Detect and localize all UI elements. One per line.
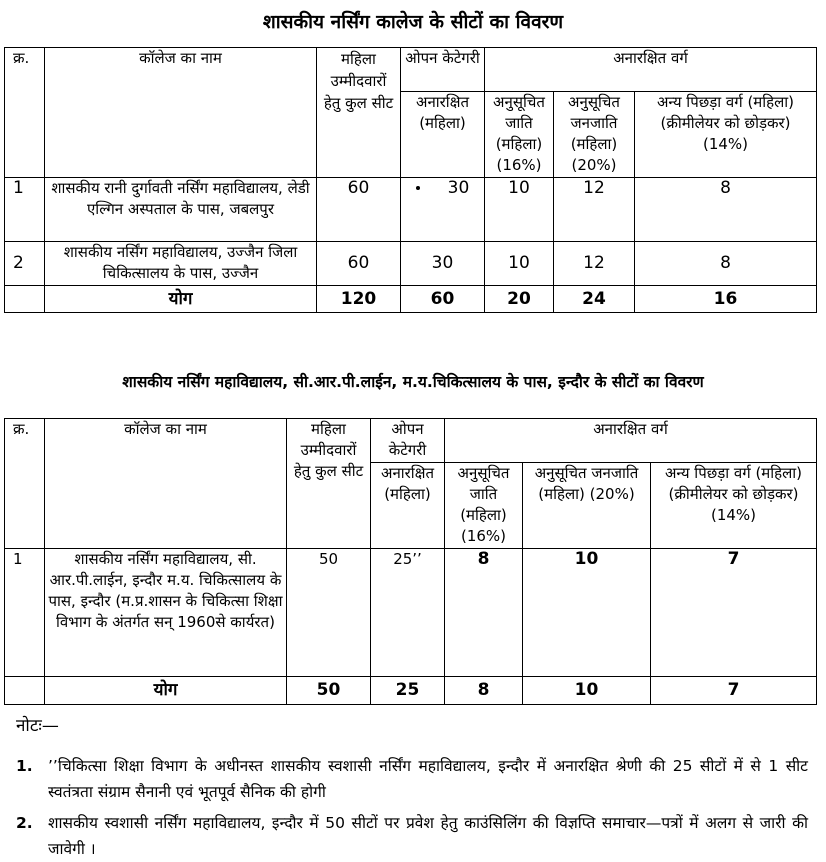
notes-heading: नोटः— — [16, 716, 59, 736]
table-row — [5, 178, 817, 242]
cell-sno: 2 — [5, 242, 45, 286]
seats-table-2 — [4, 418, 817, 705]
total-row — [5, 677, 817, 705]
header-open: ओपन केटेगरी — [371, 419, 445, 463]
cell-open: 30 — [401, 178, 485, 242]
header-total: महिला उम्मीदवारों हेतु कुल सीट — [287, 419, 371, 549]
total-label: योग — [45, 677, 287, 705]
total-st: 10 — [523, 677, 651, 705]
cell-college: शासकीय रानी दुर्गावती नर्सिंग महाविद्यालय, लेडी एल्गिन अस्पताल के पास, जबलपुर — [45, 178, 317, 242]
header-reserved: अनारक्षित वर्ग — [445, 419, 817, 463]
header-reserved: अनारक्षित वर्ग — [485, 48, 817, 92]
cell-college: शासकीय नर्सिंग महाविद्यालय, उज्जैन जिला चिकित्सालय के पास, उज्जैन — [45, 242, 317, 286]
page-title: शासकीय नर्सिंग कालेज के सीटों का विवरण — [262, 11, 564, 33]
header-st: अनुसूचित जनजाति (महिला) (20%) — [523, 463, 651, 549]
cell-total: 60 — [317, 178, 401, 242]
cell-open: 30 — [401, 242, 485, 286]
cell-sc: 10 — [485, 178, 554, 242]
note-text: शासकीय स्वशासी नर्सिंग महाविद्यालय, इन्दौर में 50 सीटों पर प्रवेश हेतु काउंसिलिंग की विज्ञप्ति समाचार—पत्रों में अलग से जारी की जावेगी । — [48, 814, 808, 858]
section-title: शासकीय नर्सिंग महाविद्यालय, सी.आर.पी.लाईन, म.य.चिकित्सालय के पास, इन्दौर के सीटों का विवरण — [122, 373, 704, 391]
header-st: अनुसूचित जनजाति (महिला) (20%) — [554, 92, 635, 178]
header-obc: अन्य पिछड़ा वर्ग (महिला) (क्रीमीलेयर को छोड़कर) (14%) — [635, 92, 817, 178]
total-obc: 7 — [651, 677, 817, 705]
note-item — [16, 753, 808, 805]
cell-sno: 1 — [5, 178, 45, 242]
stray-dot — [416, 186, 420, 190]
cell-sno: 1 — [5, 549, 45, 677]
cell-empty — [5, 677, 45, 705]
cell-total: 50 — [287, 549, 371, 677]
note-number: 2. — [16, 814, 33, 832]
total-open: 60 — [401, 286, 485, 313]
total-sc: 8 — [445, 677, 523, 705]
cell-open: 25’’ — [371, 549, 445, 677]
note-item — [16, 810, 808, 862]
cell-st: 12 — [554, 242, 635, 286]
total-obc: 16 — [635, 286, 817, 313]
total-total: 120 — [317, 286, 401, 313]
header-sno: क्र. — [5, 48, 45, 178]
total-total: 50 — [287, 677, 371, 705]
header-sno: क्र. — [5, 419, 45, 549]
header-total: महिला उम्मीदवारों हेतु कुल सीट — [317, 48, 401, 178]
note-text: ’’चिकित्सा शिक्षा विभाग के अधीनस्त शासकीय स्वशासी नर्सिंग महाविद्यालय, इन्दौर में अनारक्षित श्रेणी की 25 सीटों में से 1 सीट स्वतंत्रता संग्राम सैनानी एवं भूतपूर्व सैनिक की होगी — [48, 757, 808, 801]
note-number: 1. — [16, 757, 33, 775]
header-sc: अनुसूचित जाति (महिला) (16%) — [445, 463, 523, 549]
total-row — [5, 286, 817, 313]
cell-empty — [5, 286, 45, 313]
cell-st: 12 — [554, 178, 635, 242]
cell-obc: 7 — [651, 549, 817, 677]
cell-sc: 10 — [485, 242, 554, 286]
table-row — [5, 549, 817, 677]
header-open: ओपन केटेगरी — [401, 48, 485, 92]
total-sc: 20 — [485, 286, 554, 313]
seats-table-1 — [4, 47, 817, 313]
total-st: 24 — [554, 286, 635, 313]
header-sc: अनुसूचित जाति (महिला) (16%) — [485, 92, 554, 178]
cell-total: 60 — [317, 242, 401, 286]
header-obc: अन्य पिछड़ा वर्ग (महिला) (क्रीमीलेयर को छोड़कर) (14%) — [651, 463, 817, 549]
cell-obc: 8 — [635, 178, 817, 242]
cell-st: 10 — [523, 549, 651, 677]
header-open-sub: अनारक्षित (महिला) — [401, 92, 485, 178]
total-open: 25 — [371, 677, 445, 705]
cell-sc: 8 — [445, 549, 523, 677]
header-open-sub: अनारक्षित (महिला) — [371, 463, 445, 549]
header-college: कॉलेज का नाम — [45, 48, 317, 178]
table-row — [5, 242, 817, 286]
header-college: कॉलेज का नाम — [45, 419, 287, 549]
total-label: योग — [45, 286, 317, 313]
cell-obc: 8 — [635, 242, 817, 286]
cell-college: शासकीय नर्सिंग महाविद्यालय, सी. आर.पी.लाईन, इन्दौर म.य. चिकित्सालय के पास, इन्दौर (म.प्र.शासन के चिकित्सा शिक्षा विभाग के अंतर्गत सन् 1960से कार्यरत) — [45, 549, 287, 677]
